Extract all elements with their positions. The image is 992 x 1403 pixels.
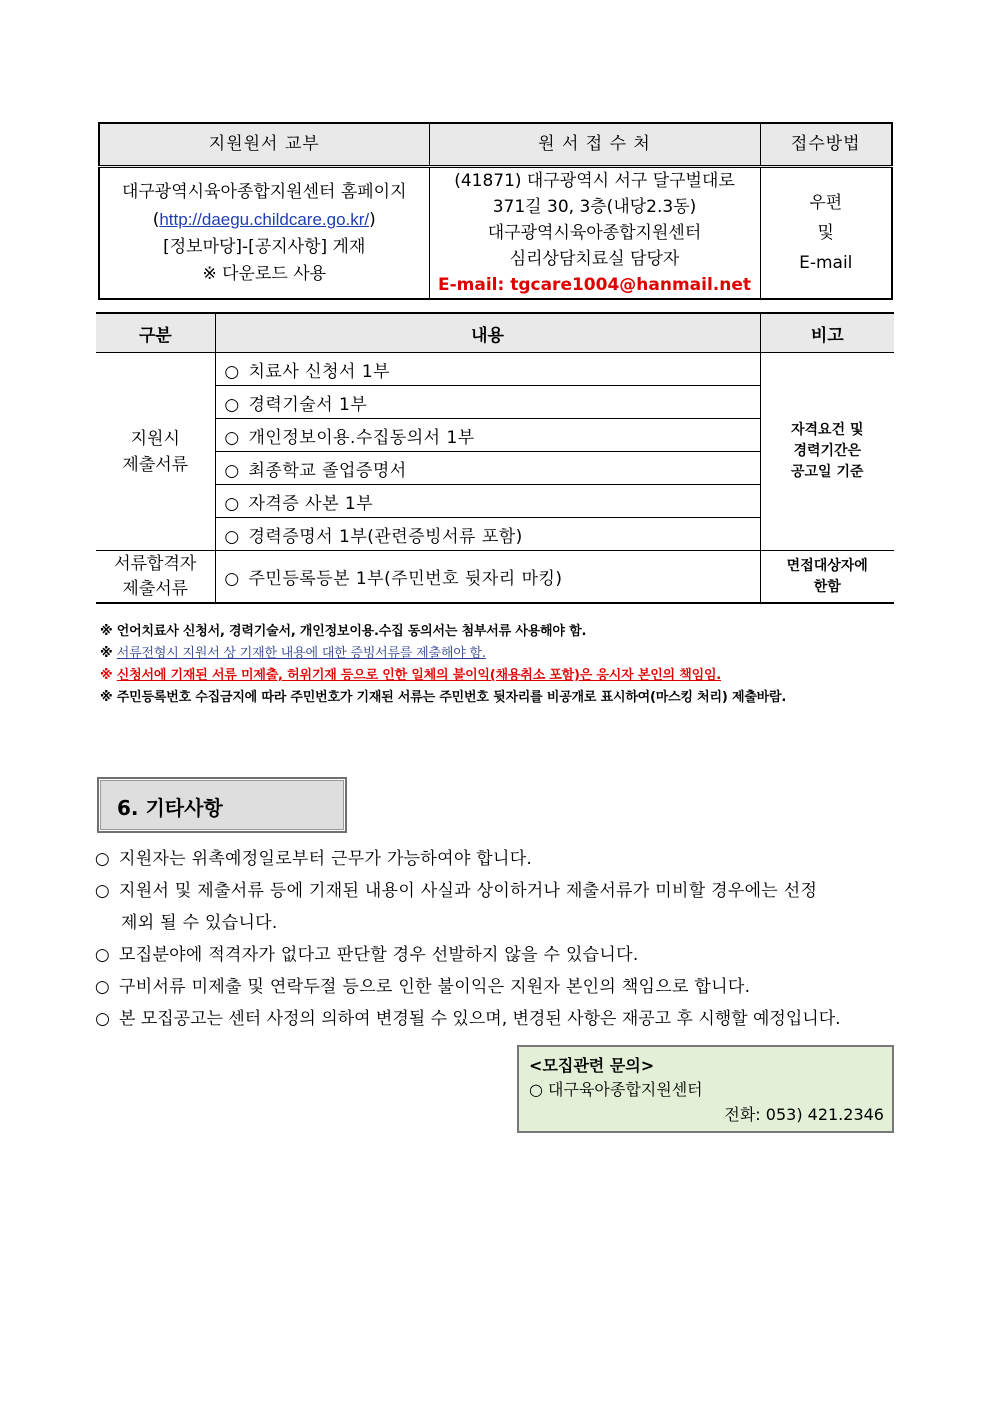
list-item-text: 본 모집공고는 센터 사정의 의하여 변경될 수 있으며, 변경된 사항은 재공고 후 시행할 예정입니다. bbox=[119, 1009, 841, 1029]
remark-line-1: 면접대상자에 bbox=[786, 557, 868, 574]
contact-title: <모집관련 문의> bbox=[529, 1056, 655, 1075]
doc-item-text: 경력증명서 1부(관련증빙서류 포함) bbox=[248, 526, 523, 547]
header-receipt-method: 접수방법 bbox=[760, 123, 892, 167]
circle-bullet: ○ bbox=[94, 977, 111, 997]
list-item bbox=[94, 843, 914, 875]
note-text: 신청서에 기재된 서류 미제출, 허위기재 등으로 인한 일체의 불이익(채용취소 포함)은 응시자 본인의 책임임. bbox=[116, 668, 722, 683]
list-item-text: 지원서 및 제출서류 등에 기재된 내용이 사실과 상이하거나 제출서류가 미비할 경우에는 선정 bbox=[119, 881, 818, 901]
remark-line-3: 공고일 기준 bbox=[791, 464, 864, 480]
header-application-form: 지원원서 교부 bbox=[99, 123, 429, 167]
doc-item-text: 치료사 신청서 1부 bbox=[248, 361, 391, 382]
doc-item bbox=[215, 452, 760, 485]
circle-bullet: ○ bbox=[224, 394, 240, 415]
list-item bbox=[94, 1003, 914, 1035]
note-mark: ※ bbox=[100, 690, 113, 705]
receipt-center: 대구광역시육아종합지원센터 bbox=[487, 223, 702, 243]
header-remarks: 비고 bbox=[760, 313, 894, 353]
remark-line-2: 경력기간은 bbox=[793, 443, 862, 459]
group-label-2: 제출서류 bbox=[122, 454, 189, 475]
application-info-table bbox=[98, 122, 893, 300]
section-title: 6. 기타사항 bbox=[117, 796, 223, 820]
note-text: 주민등록번호 수집금지에 따라 주민번호가 기재된 서류는 주민번호 뒷자리를 비공개로 표시하여(마스킹 처리) 제출바람. bbox=[116, 690, 787, 705]
group-application-docs bbox=[96, 353, 215, 551]
method-cell bbox=[760, 167, 892, 300]
receipt-address-2: 371길 30, 3층(내당2.3동) bbox=[492, 197, 697, 217]
doc-item bbox=[215, 518, 760, 551]
download-homepage: 대구광역시육아종합지원센터 홈페이지 bbox=[121, 181, 407, 202]
misc-list bbox=[94, 843, 914, 1035]
receipt-address-1: (41871) 대구광역시 서구 달구벌대로 bbox=[454, 171, 735, 191]
circle-bullet: ○ bbox=[224, 569, 240, 589]
circle-bullet: ○ bbox=[94, 881, 111, 901]
doc-item bbox=[215, 419, 760, 452]
download-url-line bbox=[100, 206, 429, 234]
circle-bullet: ○ bbox=[94, 849, 111, 869]
header-category: 구분 bbox=[96, 313, 215, 353]
note-line bbox=[100, 665, 900, 687]
list-item bbox=[94, 971, 914, 1003]
note-text: 언어치료사 신청서, 경력기술서, 개인정보이용.수집 동의서는 첨부서류 사용해야 함. bbox=[116, 624, 587, 639]
doc-item bbox=[215, 551, 760, 604]
contact-org: ○ 대구육아종합지원센터 bbox=[529, 1080, 703, 1099]
circle-bullet: ○ bbox=[224, 361, 240, 382]
note-line bbox=[100, 643, 900, 665]
receipt-email[interactable]: E-mail: tgcare1004@hanmail.net bbox=[437, 275, 752, 295]
doc-item bbox=[215, 353, 760, 386]
doc-item bbox=[215, 485, 760, 518]
method-email: E-mail bbox=[799, 253, 853, 273]
list-item-text: 구비서류 미제출 및 연락두절 등으로 인한 불이익은 지원자 본인의 책임으로 합니다. bbox=[119, 977, 751, 997]
list-item bbox=[94, 939, 914, 971]
receipt-cell bbox=[429, 167, 760, 300]
receipt-contact-person: 심리상담치료실 담당자 bbox=[509, 249, 680, 269]
remark-qualification bbox=[760, 353, 894, 551]
download-note: ※ 다운로드 사용 bbox=[202, 263, 327, 284]
list-item-continuation: 제외 될 수 있습니다. bbox=[121, 913, 278, 933]
homepage-link[interactable]: http://daegu.childcare.go.kr/ bbox=[159, 209, 370, 229]
group-label-1: 지원시 bbox=[130, 428, 180, 449]
contact-box bbox=[517, 1045, 894, 1133]
remark-line-2: 한함 bbox=[813, 578, 841, 595]
doc-item-text: 최종학교 졸업증명서 bbox=[248, 460, 407, 481]
remark-line-1: 자격요건 및 bbox=[791, 422, 864, 438]
remark-interview bbox=[760, 551, 894, 604]
circle-bullet: ○ bbox=[95, 1009, 110, 1029]
list-item-text: 지원자는 위촉예정일로부터 근무가 가능하여야 합니다. bbox=[119, 849, 533, 869]
download-menu-path: [정보마당]-[공지사항] 게재 bbox=[163, 236, 366, 257]
doc-item-text: 개인정보이용.수집동의서 1부 bbox=[248, 427, 475, 448]
close-paren: ) bbox=[369, 209, 376, 230]
doc-item-text: 경력기술서 1부 bbox=[248, 394, 368, 415]
header-receipt-place: 원 서 접 수 처 bbox=[429, 123, 760, 167]
note-mark: ※ bbox=[100, 624, 113, 639]
doc-item-text: 자격증 사본 1부 bbox=[248, 493, 374, 514]
circle-bullet: ○ bbox=[224, 493, 240, 514]
section-heading-box bbox=[97, 777, 347, 833]
open-paren: ( bbox=[152, 209, 160, 230]
method-post: 우편 bbox=[809, 193, 843, 213]
doc-item-text: 주민등록등본 1부(주민번호 뒷자리 마킹) bbox=[248, 569, 563, 589]
circle-bullet: ○ bbox=[224, 526, 240, 547]
download-cell bbox=[99, 167, 429, 300]
circle-bullet: ○ bbox=[94, 945, 111, 965]
group-label-2: 제출서류 bbox=[122, 578, 189, 599]
doc-item bbox=[215, 386, 760, 419]
notes-block bbox=[100, 621, 900, 709]
documents-table bbox=[96, 312, 894, 604]
group-label-1: 서류합격자 bbox=[114, 553, 197, 574]
note-mark: ※ bbox=[100, 668, 113, 683]
circle-bullet: ○ bbox=[224, 460, 240, 481]
contact-phone: 전화: 053) 421.2346 bbox=[724, 1105, 884, 1124]
list-item bbox=[94, 875, 914, 907]
note-line bbox=[100, 687, 900, 709]
note-mark: ※ bbox=[100, 646, 113, 661]
group-passed-docs bbox=[96, 551, 215, 604]
circle-bullet: ○ bbox=[224, 427, 240, 448]
list-item-text: 모집분야에 적격자가 없다고 판단할 경우 선발하지 않을 수 있습니다. bbox=[119, 945, 639, 965]
header-content: 내용 bbox=[215, 313, 760, 353]
note-line bbox=[100, 621, 900, 643]
note-text: 서류전형시 지원서 상 기재한 내용에 대한 증빙서류를 제출해야 함. bbox=[116, 646, 486, 661]
method-and: 및 bbox=[817, 223, 834, 243]
